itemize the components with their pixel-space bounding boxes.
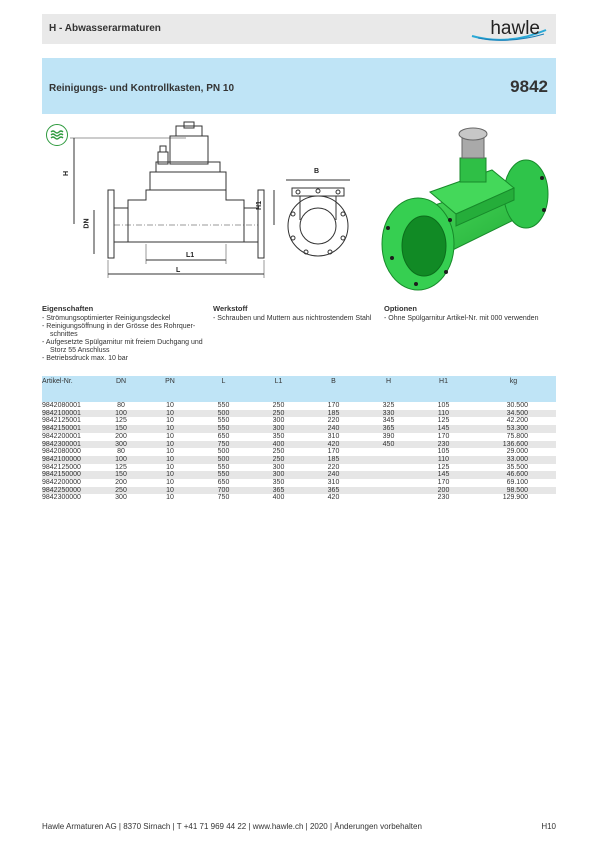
table-cell: 100 xyxy=(115,455,127,463)
col-header: H1 xyxy=(439,378,448,385)
table-cell: 150 xyxy=(115,471,127,479)
table-cell: 365 xyxy=(272,486,285,494)
table-cell: 200 xyxy=(115,432,127,440)
werkstoff-title: Werkstoff xyxy=(213,304,248,313)
page-number: H10 xyxy=(541,822,556,831)
table-cell: 9842125000 xyxy=(42,463,81,471)
table-cell: 250 xyxy=(272,409,285,417)
table-row xyxy=(42,487,556,495)
table-cell: 700 xyxy=(217,486,230,494)
table-cell: 10 xyxy=(166,440,174,448)
col-header: L1 xyxy=(274,378,283,385)
table-row xyxy=(42,410,556,418)
table-cell: 550 xyxy=(217,425,230,433)
table-cell: 750 xyxy=(217,494,230,502)
table-cell: 9842150001 xyxy=(42,425,81,433)
table-cell: 100 xyxy=(115,409,127,417)
eigenschaft-item: Aufgesetzte Spülgarnitur mit freiem Duchgang und Storz 55 Anschluss xyxy=(45,339,203,354)
product-image xyxy=(376,118,556,294)
table-cell: 136.600 xyxy=(502,440,528,448)
technical-drawing xyxy=(42,114,556,296)
table-row xyxy=(42,448,556,456)
table-row xyxy=(42,456,556,464)
table-cell: 145 xyxy=(437,471,450,479)
table-row xyxy=(42,471,556,479)
eigenschaften-title: Eigenschaften xyxy=(42,304,94,313)
table-cell: 550 xyxy=(217,471,230,479)
table-cell: 80 xyxy=(117,402,125,409)
table-cell xyxy=(361,448,416,456)
table-cell: 200 xyxy=(115,479,127,487)
logo-text: hawle xyxy=(490,18,540,39)
table-cell xyxy=(361,456,416,464)
table-cell xyxy=(361,471,416,479)
table-cell: 325 xyxy=(382,402,395,409)
table-cell: 390 xyxy=(382,432,395,440)
table-cell: 10 xyxy=(166,425,174,433)
table-cell: 69.100 xyxy=(506,479,528,487)
label-b: B xyxy=(314,168,320,175)
table-cell: 240 xyxy=(327,471,340,479)
table-cell: 10 xyxy=(166,471,174,479)
table-cell: 98.500 xyxy=(506,486,528,494)
label-h1: H1 xyxy=(255,201,263,210)
table-cell: 400 xyxy=(272,494,285,502)
werkstoff-item: Schrauben und Muttern aus nichtrostendem Stahl xyxy=(217,315,372,322)
table-cell: 350 xyxy=(272,479,285,487)
table-cell: 350 xyxy=(272,432,285,440)
table-cell: 250 xyxy=(272,402,285,409)
table-cell: 10 xyxy=(166,448,174,456)
eigenschaft-item: Strömungsoptimierter Reinigungsdeckel xyxy=(46,315,171,322)
table-cell: 125 xyxy=(437,463,450,471)
table-cell: 80 xyxy=(117,448,125,456)
table-row xyxy=(42,425,556,433)
table-cell: 550 xyxy=(217,463,230,471)
table-cell: 200 xyxy=(437,486,450,494)
table-cell: 10 xyxy=(166,479,174,487)
table-cell: 300 xyxy=(115,440,127,448)
table-cell: 9842250000 xyxy=(42,486,81,494)
table-row xyxy=(42,433,556,441)
table-cell: 250 xyxy=(115,486,127,494)
table-cell: 110 xyxy=(437,409,450,417)
optionen-section: Optionen - Ohne Spülgarnitur Artikel-Nr. mit 000 verwenden xyxy=(384,305,556,323)
table-cell: 300 xyxy=(272,463,285,471)
table-cell: 400 xyxy=(272,440,285,448)
table-header xyxy=(42,376,556,402)
table-cell: 42.200 xyxy=(506,417,528,425)
table-cell: 500 xyxy=(217,409,230,417)
article-table xyxy=(42,376,556,502)
table-cell xyxy=(361,479,416,487)
table-cell: 9842200001 xyxy=(42,432,81,440)
eigenschaft-item: Betriebsdruck max. 10 bar xyxy=(46,355,128,362)
table-cell: 125 xyxy=(437,417,450,425)
col-header: B xyxy=(331,378,336,385)
table-cell: 170 xyxy=(437,479,450,487)
side-view-drawing xyxy=(66,114,306,296)
table-cell: 105 xyxy=(437,402,450,409)
eigenschaft-item: Reinigungsöffnung in der Grösse des Rohrquer-schnittes xyxy=(46,323,196,338)
table-cell: 230 xyxy=(437,494,450,502)
table-cell: 310 xyxy=(327,432,340,440)
table-cell: 230 xyxy=(437,440,450,448)
table-cell: 450 xyxy=(382,440,395,448)
table-cell: 110 xyxy=(437,455,450,463)
table-cell: 330 xyxy=(382,409,395,417)
table-cell: 10 xyxy=(166,432,174,440)
table-cell: 365 xyxy=(382,425,395,433)
table-cell: 500 xyxy=(217,448,230,456)
table-cell: 105 xyxy=(437,448,450,456)
table-cell: 220 xyxy=(327,417,340,425)
table-row xyxy=(42,402,556,410)
table-cell: 10 xyxy=(166,402,174,409)
table-cell: 500 xyxy=(217,455,230,463)
col-header: H xyxy=(385,378,392,385)
table-cell: 10 xyxy=(166,486,174,494)
table-cell: 9842300001 xyxy=(42,440,81,448)
footer-text: Hawle Armaturen AG | 8370 Sirnach | T +41 71 969 44 22 | www.hawle.ch | 2020 | Änderungen vorbehalten xyxy=(42,822,422,831)
table-cell: 9842200000 xyxy=(42,479,81,487)
col-header: DN xyxy=(115,378,127,385)
table-cell: 33.000 xyxy=(506,455,528,463)
table-cell: 250 xyxy=(272,455,285,463)
col-header: PN xyxy=(165,378,175,385)
table-cell: 10 xyxy=(166,463,174,471)
table-cell: 420 xyxy=(327,494,340,502)
table-cell xyxy=(361,487,416,495)
optionen-title: Optionen xyxy=(384,304,417,313)
table-cell: 300 xyxy=(115,494,127,502)
product-title: Reinigungs- und Kontrollkasten, PN 10 xyxy=(49,83,235,94)
label-l: L xyxy=(176,267,181,274)
table-cell: 9842125001 xyxy=(42,417,81,425)
label-h: H xyxy=(63,170,71,177)
table-cell: 145 xyxy=(437,425,450,433)
front-view-drawing xyxy=(278,164,358,304)
table-cell: 125 xyxy=(115,417,127,425)
col-header: Artikel-Nr. xyxy=(42,378,73,385)
table-row xyxy=(42,417,556,425)
table-cell: 650 xyxy=(217,432,230,440)
table-cell: 150 xyxy=(115,425,127,433)
table-cell: 170 xyxy=(437,432,450,440)
table-cell: 9842100000 xyxy=(42,455,81,463)
table-cell: 10 xyxy=(166,417,174,425)
water-waves-icon xyxy=(46,124,68,146)
table-cell: 650 xyxy=(217,479,230,487)
table-cell: 250 xyxy=(272,448,285,456)
table-cell: 34.500 xyxy=(506,409,528,417)
table-cell: 29.000 xyxy=(506,448,528,456)
product-number: 9842 xyxy=(510,77,548,96)
table-cell xyxy=(361,494,416,502)
table-cell: 170 xyxy=(327,402,340,409)
table-cell: 220 xyxy=(327,463,340,471)
table-row xyxy=(42,441,556,449)
table-cell: 53.300 xyxy=(506,425,528,433)
hawle-logo xyxy=(468,16,550,42)
table-cell: 300 xyxy=(272,471,285,479)
section-title: H - Abwasserarmaturen xyxy=(49,23,161,34)
table-cell: 10 xyxy=(166,455,174,463)
header-bar xyxy=(42,14,556,44)
table-cell: 9842100001 xyxy=(42,409,81,417)
product-bar xyxy=(42,58,556,114)
table-row xyxy=(42,479,556,487)
table-cell: 185 xyxy=(327,409,340,417)
table-cell: 9842080001 xyxy=(42,402,81,409)
table-cell: 420 xyxy=(327,440,340,448)
table-cell: 125 xyxy=(115,463,127,471)
table-cell: 365 xyxy=(327,486,340,494)
col-header: kg xyxy=(509,378,518,385)
table-cell: 750 xyxy=(217,440,230,448)
table-cell: 170 xyxy=(327,448,340,456)
optionen-item: Ohne Spülgarnitur Artikel-Nr. mit 000 verwenden xyxy=(388,315,539,322)
col-header: L xyxy=(221,378,226,385)
table-cell: 9842080000 xyxy=(42,448,81,456)
table-cell: 75.800 xyxy=(506,432,528,440)
table-cell: 9842300000 xyxy=(42,494,81,502)
table-cell: 46.600 xyxy=(506,471,528,479)
table-cell: 10 xyxy=(166,409,174,417)
table-cell: 240 xyxy=(327,425,340,433)
werkstoff-section: Werkstoff - Schrauben und Muttern aus nichtrostendem Stahl xyxy=(213,304,372,322)
eigenschaften-section: Eigenschaften - Strömungsoptimierter Reinigungsdeckel - Reinigungsöffnung in der Grösse des Rohrquer-schnittes - Aufgesetzte Spülgarnitur mit freiem Duchgang und Storz 55 Anschluss - Betriebsdruck max. 10 bar xyxy=(42,305,207,363)
table-cell: 300 xyxy=(272,417,285,425)
table-cell: 185 xyxy=(327,455,340,463)
table-cell: 9842150000 xyxy=(42,471,81,479)
table-cell: 129.900 xyxy=(502,494,528,502)
table-cell: 550 xyxy=(217,417,230,425)
table-cell: 35.500 xyxy=(506,463,528,471)
table-cell: 10 xyxy=(166,494,174,502)
label-dn: DN xyxy=(83,218,91,229)
table-cell: 30.500 xyxy=(506,402,528,409)
table-cell xyxy=(361,464,416,472)
table-cell: 345 xyxy=(382,417,395,425)
table-row xyxy=(42,494,556,502)
table-row xyxy=(42,464,556,472)
table-cell: 550 xyxy=(217,402,230,409)
table-cell: 310 xyxy=(327,479,340,487)
label-l1: L1 xyxy=(186,252,195,259)
table-cell: 300 xyxy=(272,425,285,433)
